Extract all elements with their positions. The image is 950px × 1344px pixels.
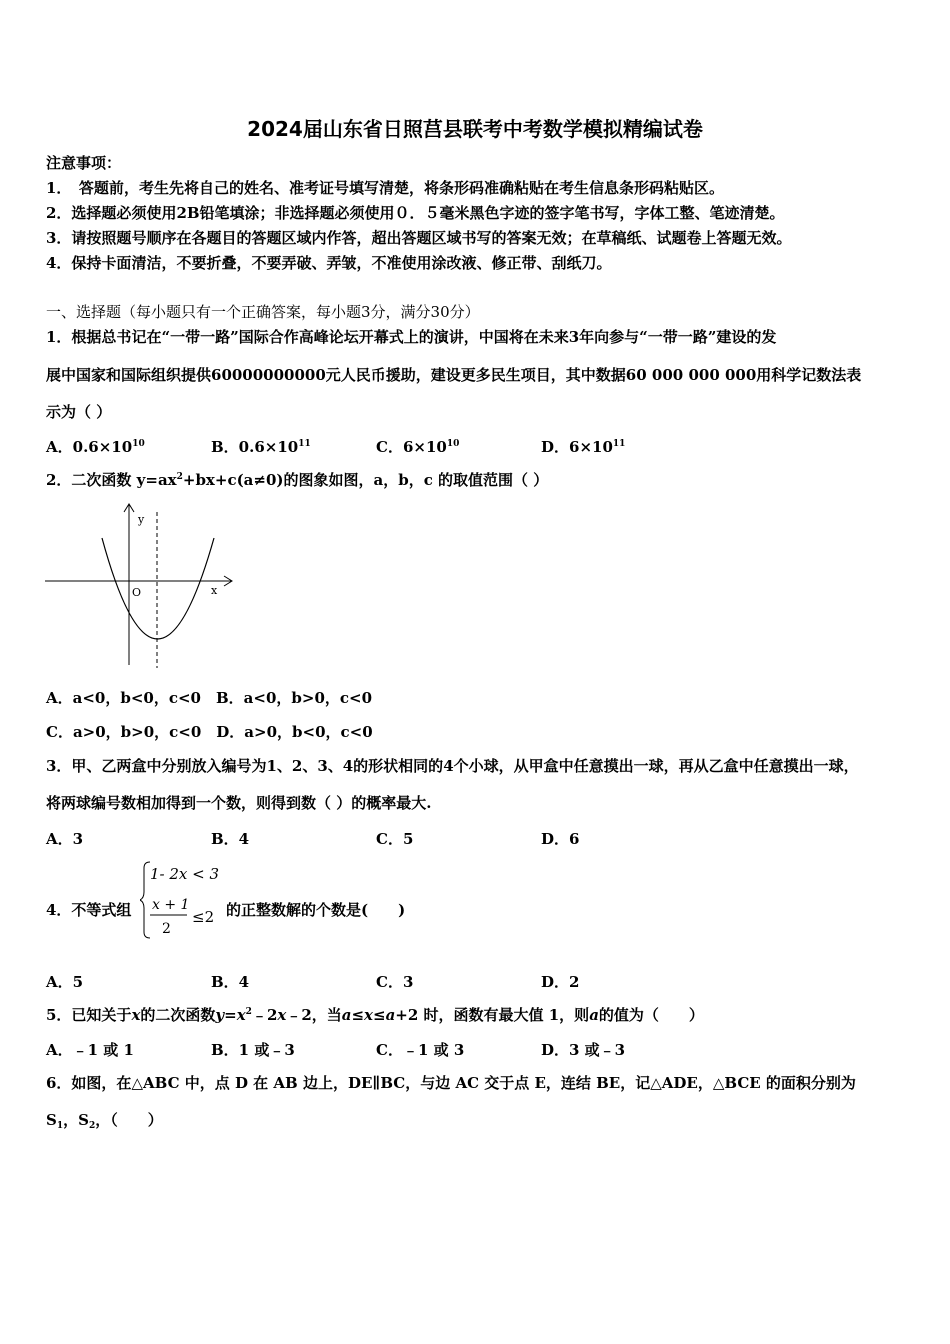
- q5-stem: 5．已知关于x的二次函数$y=x^2﹣2x﹣2$，当a≤x≤a+2 时，函数有最大值 1，则a的值为（ ）: [46, 1006, 704, 1024]
- inequality-system: [140, 858, 222, 942]
- q2-options-row-1: A．a<0，b<0，c<0 B．a<0，b>0，c<0: [46, 689, 373, 707]
- q4-option-b: B．4: [211, 973, 250, 991]
- q3-option-b: B．4: [211, 830, 250, 848]
- q1-line-2: 展中国家和国际组织提供60000000000元人民币援助，建设更多民生项目，其中数据60 000 000 000用科学记数法表: [46, 366, 862, 384]
- q3-option-d: D．6: [541, 830, 580, 848]
- q3-option-c: C．5: [376, 830, 414, 848]
- q1-line-1: 1．根据总书记在“一带一路”国际合作高峰论坛开幕式上的演讲，中国将在未来3年向参与“一带一路”建设的发: [46, 328, 777, 346]
- q2-stem: 2．二次函数 $y=ax^2+bx+c(a\ne 0)$的图象如图，a，b，c 的取值范围（ ）: [46, 471, 549, 489]
- notice-heading: 注意事项：: [46, 154, 122, 172]
- q5-option-d: D．3 或﹣3: [541, 1041, 626, 1059]
- origin-label: O: [132, 586, 142, 599]
- section-heading: 一、选择题（每小题只有一个正确答案，每小题3分，满分30分）: [46, 303, 480, 321]
- q3-line-1: 3．甲、乙两盒中分别放入编号为1、2、3、4的形状相同的4个小球，从甲盒中任意摸出一球，再从乙盒中任意摸出一球，: [46, 757, 859, 775]
- q4-option-d: D．2: [541, 973, 580, 991]
- parabola-curve: [102, 538, 214, 639]
- q3-line-2: 将两球编号数相加得到一个数，则得到数（ ）的概率最大.: [46, 794, 432, 812]
- q1-option-d: D．$6\times 10^{11}$: [541, 438, 626, 456]
- inequality-1: 1- 2x < 3: [150, 865, 220, 883]
- system-brace: [140, 862, 150, 938]
- q5-option-c: C．﹣1 或 3: [376, 1041, 465, 1059]
- q2-options-row-2: C．a>0，b>0，c<0 D．a>0，b<0，c<0: [46, 723, 373, 741]
- q1-option-a: A．$0.6\times 10^{10}$: [46, 438, 145, 456]
- q1-line-3: 示为（ ）: [46, 403, 112, 421]
- q1-option-c: C．$6\times 10^{10}$: [376, 438, 460, 456]
- fraction-denominator: 2: [162, 921, 171, 937]
- inequality-2-relation: ≤2: [192, 908, 215, 926]
- q4-option-c: C．3: [376, 973, 414, 991]
- parabola-graph: [40, 500, 240, 672]
- notice-item-4: 4．保持卡面清洁，不要折叠，不要弄破、弄皱，不准使用涂改液、修正带、刮纸刀。: [46, 254, 612, 272]
- fraction-numerator: x + 1: [152, 897, 190, 913]
- notice-item-2: 2．选择题必须使用2B铅笔填涂；非选择题必须使用０．５毫米黑色字迹的签字笔书写，字体工整、笔迹清楚。: [46, 204, 785, 222]
- q5-option-b: B．1 或﹣3: [211, 1041, 295, 1059]
- q4-prefix: 4．不等式组: [46, 901, 132, 919]
- q3-option-a: A．3: [46, 830, 84, 848]
- y-axis-label: y: [138, 513, 145, 526]
- notice-item-1: 1． 答题前，考生先将自己的姓名、准考证号填写清楚，将条形码准确粘贴在考生信息条形码粘贴区。: [46, 179, 724, 197]
- page-title: 2024届山东省日照莒县联考中考数学模拟精编试卷: [247, 117, 703, 141]
- q5-option-a: A．﹣1 或 1: [46, 1041, 134, 1059]
- q6-line-2: $S_1$，$S_2$，（ ）: [46, 1111, 163, 1131]
- q6-line-1: 6．如图，在△ABC 中，点 D 在 AB 边上，DE∥BC，与边 AC 交于点 E，连结 BE，记△ADE，△BCE 的面积分别为: [46, 1074, 856, 1092]
- notice-item-3: 3．请按照题号顺序在各题目的答题区域内作答，超出答题区域书写的答案无效；在草稿纸、试题卷上答题无效。: [46, 229, 792, 247]
- q1-option-b: B．$0.6\times 10^{11}$: [211, 438, 311, 456]
- x-axis-label: x: [211, 584, 218, 597]
- q4-suffix: 的正整数解的个数是( ): [226, 901, 406, 919]
- q4-option-a: A．5: [46, 973, 84, 991]
